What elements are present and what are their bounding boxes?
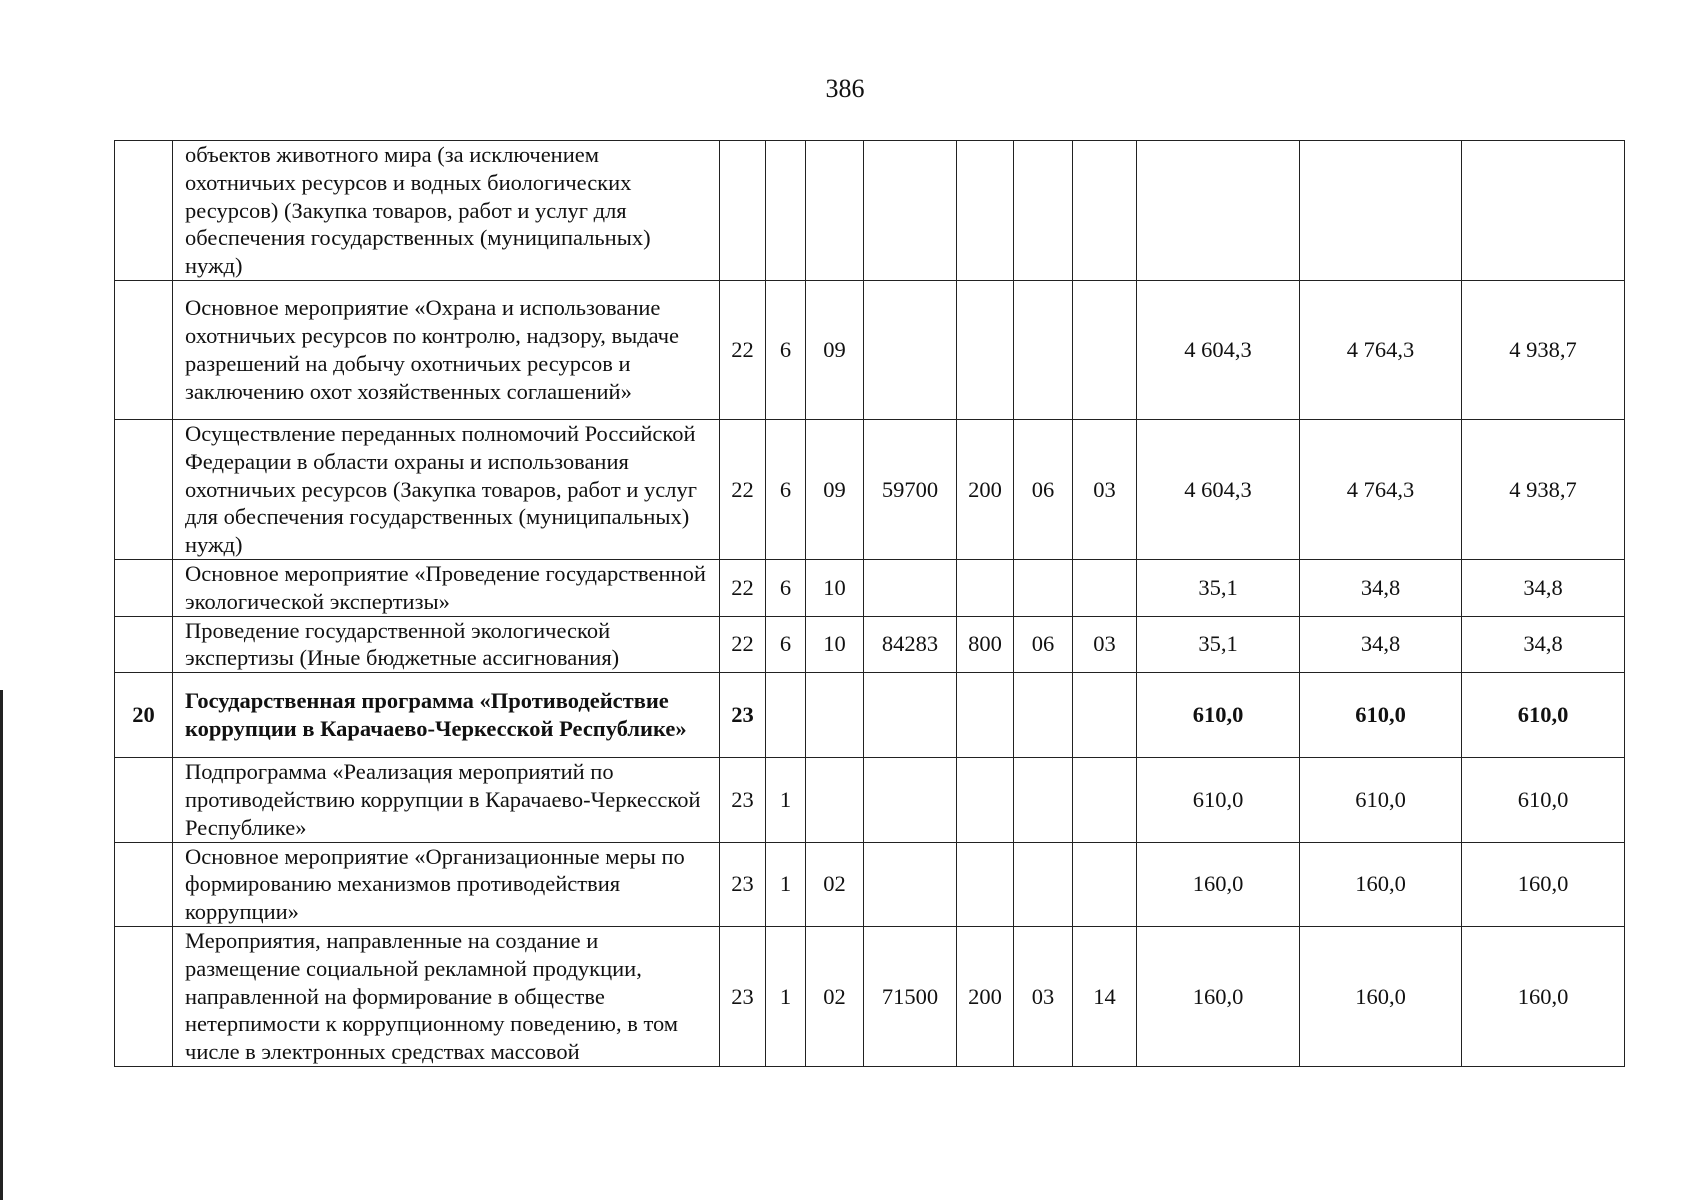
amount-year-1-cell: 610,0 — [1137, 673, 1300, 758]
amount-year-1-cell: 610,0 — [1137, 758, 1300, 842]
code-measure-cell — [806, 141, 864, 281]
row-name-cell: Основное мероприятие «Охрана и использование охотничьих ресурсов по контролю, надзору, выдаче разрешений на добычу охотничьих ресурсов и заключению охот хозяйственных соглашений» — [173, 280, 720, 419]
amount-year-3-cell: 4 938,7 — [1462, 419, 1625, 559]
code-direction-cell — [864, 842, 957, 926]
code-direction-cell — [864, 280, 957, 419]
code-direction-cell — [864, 141, 957, 281]
code-subprogram-cell: 6 — [766, 559, 806, 616]
code-section-cell — [1014, 559, 1073, 616]
code-subprogram-cell: 6 — [766, 419, 806, 559]
table-row — [115, 141, 1625, 281]
row-name-cell: Подпрограмма «Реализация мероприятий по противодействию коррупции в Карачаево-Черкесской Республике» — [173, 758, 720, 842]
amount-year-3-cell: 610,0 — [1462, 758, 1625, 842]
table-row — [115, 842, 1625, 926]
code-section-cell — [1014, 141, 1073, 281]
code-gp-cell: 22 — [720, 280, 766, 419]
amount-year-2-cell: 4 764,3 — [1300, 419, 1462, 559]
amount-year-3-cell: 34,8 — [1462, 616, 1625, 673]
budget-table — [114, 140, 1625, 1067]
amount-year-3-cell: 160,0 — [1462, 926, 1625, 1066]
amount-year-2-cell: 160,0 — [1300, 842, 1462, 926]
table-row — [115, 616, 1625, 673]
code-direction-cell: 59700 — [864, 419, 957, 559]
row-name-cell: Основное мероприятие «Проведение государственной экологической экспертизы» — [173, 559, 720, 616]
amount-year-1-cell: 160,0 — [1137, 842, 1300, 926]
code-expense-type-cell — [957, 280, 1014, 419]
amount-year-1-cell: 160,0 — [1137, 926, 1300, 1066]
code-subsection-cell — [1073, 141, 1137, 281]
code-expense-type-cell: 200 — [957, 419, 1014, 559]
table-row — [115, 926, 1625, 1066]
row-name-cell: Мероприятия, направленные на создание и размещение социальной рекламной продукции, направленной на формирование в обществе нетерпимости к коррупционному поведению, в том числе в электронных средствах массовой — [173, 926, 720, 1066]
row-name-cell: Основное мероприятие «Организационные меры по формированию механизмов противодействия коррупции» — [173, 842, 720, 926]
code-subprogram-cell: 1 — [766, 926, 806, 1066]
code-subsection-cell: 14 — [1073, 926, 1137, 1066]
code-measure-cell — [806, 673, 864, 758]
code-direction-cell — [864, 758, 957, 842]
code-measure-cell: 02 — [806, 926, 864, 1066]
code-subprogram-cell — [766, 141, 806, 281]
scan-margin-line — [0, 690, 3, 1200]
row-name-cell: Государственная программа «Противодействие коррупции в Карачаево-Черкесской Республике» — [173, 673, 720, 758]
amount-year-3-cell: 160,0 — [1462, 842, 1625, 926]
code-subprogram-cell: 1 — [766, 842, 806, 926]
table-row — [115, 758, 1625, 842]
code-section-cell — [1014, 673, 1073, 758]
code-section-cell: 03 — [1014, 926, 1073, 1066]
amount-year-3-cell — [1462, 141, 1625, 281]
code-subprogram-cell: 6 — [766, 280, 806, 419]
row-number-cell — [115, 842, 173, 926]
code-subsection-cell: 03 — [1073, 616, 1137, 673]
code-subsection-cell: 03 — [1073, 419, 1137, 559]
table-row — [115, 280, 1625, 419]
amount-year-1-cell: 35,1 — [1137, 559, 1300, 616]
amount-year-1-cell: 4 604,3 — [1137, 419, 1300, 559]
code-direction-cell: 71500 — [864, 926, 957, 1066]
code-expense-type-cell — [957, 559, 1014, 616]
code-subprogram-cell: 1 — [766, 758, 806, 842]
code-expense-type-cell — [957, 842, 1014, 926]
code-measure-cell: 10 — [806, 559, 864, 616]
code-section-cell: 06 — [1014, 419, 1073, 559]
row-number-cell — [115, 758, 173, 842]
row-number-cell — [115, 559, 173, 616]
code-section-cell — [1014, 758, 1073, 842]
code-expense-type-cell — [957, 141, 1014, 281]
amount-year-2-cell: 34,8 — [1300, 559, 1462, 616]
row-name-cell: Осуществление переданных полномочий Российской Федерации в области охраны и использования охотничьих ресурсов (Закупка товаров, работ и услуг для обеспечения государственных (муниципальных) нужд) — [173, 419, 720, 559]
code-expense-type-cell: 800 — [957, 616, 1014, 673]
row-name-cell: Проведение государственной экологической экспертизы (Иные бюджетные ассигнования) — [173, 616, 720, 673]
amount-year-3-cell: 610,0 — [1462, 673, 1625, 758]
code-measure-cell: 09 — [806, 280, 864, 419]
code-subsection-cell — [1073, 758, 1137, 842]
code-measure-cell — [806, 758, 864, 842]
row-number-cell — [115, 616, 173, 673]
code-gp-cell: 23 — [720, 842, 766, 926]
code-section-cell — [1014, 842, 1073, 926]
row-number-cell — [115, 926, 173, 1066]
amount-year-1-cell: 4 604,3 — [1137, 280, 1300, 419]
amount-year-2-cell: 160,0 — [1300, 926, 1462, 1066]
row-number-cell: 20 — [115, 673, 173, 758]
code-subsection-cell — [1073, 559, 1137, 616]
amount-year-2-cell — [1300, 141, 1462, 281]
page-number: 386 — [825, 74, 865, 103]
code-direction-cell: 84283 — [864, 616, 957, 673]
amount-year-2-cell: 4 764,3 — [1300, 280, 1462, 419]
table-row — [115, 419, 1625, 559]
code-direction-cell — [864, 673, 957, 758]
code-gp-cell — [720, 141, 766, 281]
code-expense-type-cell: 200 — [957, 926, 1014, 1066]
code-gp-cell: 22 — [720, 616, 766, 673]
code-measure-cell: 02 — [806, 842, 864, 926]
code-subprogram-cell: 6 — [766, 616, 806, 673]
amount-year-2-cell: 610,0 — [1300, 673, 1462, 758]
code-subprogram-cell — [766, 673, 806, 758]
table-row — [115, 559, 1625, 616]
code-expense-type-cell — [957, 758, 1014, 842]
code-measure-cell: 10 — [806, 616, 864, 673]
code-gp-cell: 23 — [720, 758, 766, 842]
code-expense-type-cell — [957, 673, 1014, 758]
amount-year-2-cell: 34,8 — [1300, 616, 1462, 673]
amount-year-2-cell: 610,0 — [1300, 758, 1462, 842]
amount-year-1-cell — [1137, 141, 1300, 281]
code-subsection-cell — [1073, 673, 1137, 758]
table-row — [115, 673, 1625, 758]
code-gp-cell: 22 — [720, 419, 766, 559]
row-number-cell — [115, 419, 173, 559]
table-body — [115, 141, 1625, 1067]
code-gp-cell: 23 — [720, 673, 766, 758]
code-subsection-cell — [1073, 842, 1137, 926]
code-section-cell: 06 — [1014, 616, 1073, 673]
code-measure-cell: 09 — [806, 419, 864, 559]
row-number-cell — [115, 141, 173, 281]
row-name-cell: объектов животного мира (за исключением охотничьих ресурсов и водных биологических ресурсов) (Закупка товаров, работ и услуг для обеспечения государственных (муниципальных) нужд) — [173, 141, 720, 281]
code-gp-cell: 22 — [720, 559, 766, 616]
row-number-cell — [115, 280, 173, 419]
code-gp-cell: 23 — [720, 926, 766, 1066]
amount-year-1-cell: 35,1 — [1137, 616, 1300, 673]
amount-year-3-cell: 4 938,7 — [1462, 280, 1625, 419]
amount-year-3-cell: 34,8 — [1462, 559, 1625, 616]
code-subsection-cell — [1073, 280, 1137, 419]
code-section-cell — [1014, 280, 1073, 419]
code-direction-cell — [864, 559, 957, 616]
